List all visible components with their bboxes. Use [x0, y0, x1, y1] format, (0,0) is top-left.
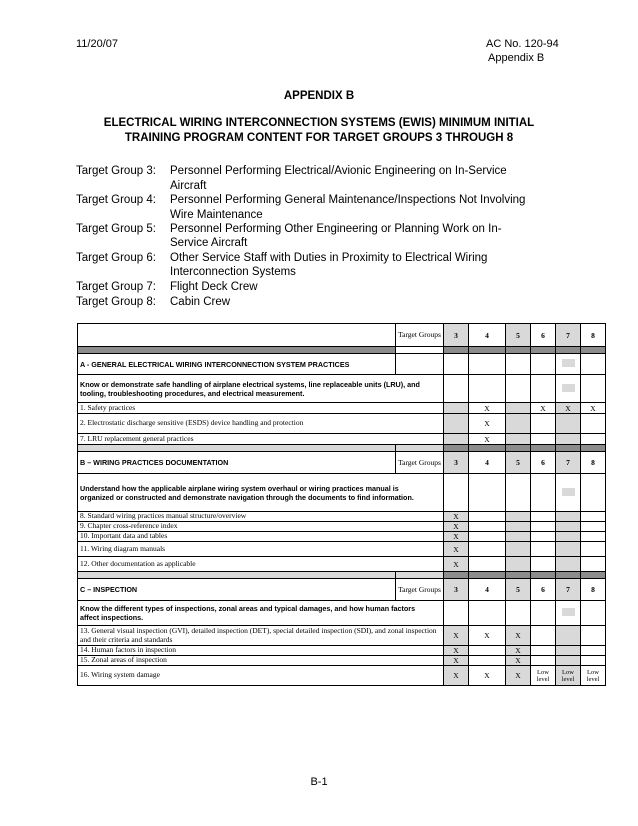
item-label: 14. Human factors in inspection [78, 646, 444, 656]
table-row [78, 522, 606, 532]
mark-cell [556, 532, 581, 542]
mark-cell: X [506, 656, 531, 666]
group-header-3: 3 [444, 452, 469, 474]
item-label: 9. Chapter cross-reference index [78, 522, 444, 532]
target-group-description: Other Service Staff with Duties in Proximity to Electrical Wiring [170, 252, 488, 264]
target-group-label: Target Group 3: [76, 165, 156, 177]
table-header-row [78, 324, 606, 347]
group-header-7: 7 [556, 452, 581, 474]
mark-cell [531, 557, 556, 572]
mark-cell [581, 522, 606, 532]
target-group-label: Target Group 5: [76, 223, 156, 235]
mark-cell [556, 626, 581, 646]
group-header-5: 5 [506, 324, 531, 347]
mark-cell [444, 414, 469, 434]
mark-cell [469, 532, 506, 542]
table-row [78, 656, 606, 666]
mark-cell: X [506, 646, 531, 656]
section-objective [78, 601, 444, 626]
group-header-5: 5 [506, 452, 531, 474]
section-title: C – INSPECTION [78, 579, 396, 601]
mark-cell [581, 532, 606, 542]
section-title: B – WIRING PRACTICES DOCUMENTATION [78, 452, 396, 474]
mark-cell: X [444, 557, 469, 572]
mark-cell [581, 626, 606, 646]
mark-cell: Low level [581, 666, 606, 686]
mark-cell [506, 403, 531, 414]
mark-cell: X [469, 666, 506, 686]
mark-cell [531, 656, 556, 666]
group-header-3: 3 [444, 579, 469, 601]
table-row [78, 557, 606, 572]
table-row [78, 666, 606, 686]
training-content-table [77, 323, 606, 686]
header-ac-number: AC No. 120-94 [486, 38, 559, 50]
item-label: 11. Wiring diagram manuals [78, 542, 444, 557]
mark-cell [469, 512, 506, 522]
header-date: 11/20/07 [76, 38, 119, 50]
mark-cell [556, 522, 581, 532]
mark-cell [506, 512, 531, 522]
target-group-description: Personnel Performing General Maintenance/Inspections Not Involving [170, 194, 526, 206]
group-header-8: 8 [581, 452, 606, 474]
group-header-6: 6 [531, 452, 556, 474]
section-a-objective-row [78, 375, 606, 403]
document-title-line2: TRAINING PROGRAM CONTENT FOR TARGET GROUPS 3 THROUGH 8 [124, 132, 514, 144]
mark-cell: X [469, 626, 506, 646]
mark-cell: X [506, 626, 531, 646]
target-group-description: Personnel Performing Other Engineering or Planning Work on In- [170, 223, 502, 235]
mark-cell [581, 646, 606, 656]
mark-cell [531, 542, 556, 557]
mark-cell [531, 512, 556, 522]
target-groups-header: Target Groups [396, 324, 444, 347]
mark-cell: Low level [531, 666, 556, 686]
target-group-8 [76, 295, 230, 309]
mark-cell: X [469, 403, 506, 414]
target-group-description-cont: Interconnection Systems [170, 266, 296, 278]
mark-cell: X [444, 522, 469, 532]
mark-cell [531, 414, 556, 434]
group-header-5: 5 [506, 579, 531, 601]
mark-cell [506, 542, 531, 557]
target-group-label: Target Group 6: [76, 252, 156, 264]
table-separator [78, 572, 606, 579]
group-header-8: 8 [581, 324, 606, 347]
item-label: 13. General visual inspection (GVI), detailed inspection (DET), special detailed inspection (SDI), and zonal inspection and their criteria and standards [78, 626, 444, 646]
mark-cell [506, 522, 531, 532]
target-group-label: Target Group 4: [76, 194, 156, 206]
item-label: 16. Wiring system damage [78, 666, 444, 686]
mark-cell: X [444, 646, 469, 656]
mark-cell [444, 434, 469, 445]
target-group-description-cont: Wire Maintenance [170, 209, 263, 221]
mark-cell: Low level [556, 666, 581, 686]
item-label: 10. Important data and tables [78, 532, 444, 542]
group-header-3: 3 [444, 324, 469, 347]
page-number: B-1 [310, 776, 328, 788]
mark-cell: X [556, 403, 581, 414]
group-header-7: 7 [556, 324, 581, 347]
mark-cell: X [444, 532, 469, 542]
mark-cell: X [581, 403, 606, 414]
mark-cell [581, 512, 606, 522]
target-group-description: Cabin Crew [170, 296, 231, 308]
item-label: 8. Standard wiring practices manual structure/overview [78, 512, 444, 522]
mark-cell [469, 646, 506, 656]
table-row [78, 646, 606, 656]
mark-cell [581, 557, 606, 572]
mark-cell [556, 646, 581, 656]
mark-cell [556, 542, 581, 557]
item-label: 12. Other documentation as applicable [78, 557, 444, 572]
mark-cell: X [531, 403, 556, 414]
table-separator [78, 347, 606, 354]
mark-cell: X [444, 626, 469, 646]
mark-cell [531, 532, 556, 542]
mark-cell [556, 434, 581, 445]
mark-cell [506, 532, 531, 542]
mark-cell [506, 414, 531, 434]
mark-cell [581, 414, 606, 434]
group-header-6: 6 [531, 579, 556, 601]
target-group-7 [76, 280, 258, 294]
mark-cell: X [444, 656, 469, 666]
mark-cell [581, 434, 606, 445]
table-row [78, 626, 606, 646]
mark-cell: X [469, 434, 506, 445]
mark-cell [581, 542, 606, 557]
target-group-3 [76, 164, 507, 178]
mark-cell: X [469, 414, 506, 434]
table-row [78, 532, 606, 542]
mark-cell [469, 542, 506, 557]
section-objective-text: Know the different types of inspections, zonal areas and typical damages, and how human factors affect inspections. [80, 604, 416, 622]
mark-cell [556, 512, 581, 522]
target-group-5 [76, 222, 502, 236]
mark-cell [506, 557, 531, 572]
mark-cell [469, 557, 506, 572]
section-objective-text: Understand how the applicable airplane wiring system overhaul or wiring practices manual is organized or constructed and demonstrate navigation through the documents to find information. [80, 483, 414, 502]
header-appendix: Appendix B [488, 52, 545, 64]
mark-cell: X [444, 512, 469, 522]
target-group-description: Personnel Performing Electrical/Avionic Engineering on In-Service [170, 165, 507, 177]
group-header-4: 4 [469, 579, 506, 601]
mark-cell [506, 434, 531, 445]
target-groups-header: Target Groups [396, 452, 444, 474]
mark-cell [556, 557, 581, 572]
target-group-description: Flight Deck Crew [170, 281, 258, 293]
mark-cell: X [506, 666, 531, 686]
mark-cell [531, 434, 556, 445]
group-header-4: 4 [469, 452, 506, 474]
table-row [78, 414, 606, 434]
target-group-label: Target Group 8: [76, 296, 156, 308]
section-b-title-row [78, 452, 606, 474]
item-label [78, 414, 444, 434]
target-group-description-cont: Aircraft [170, 180, 207, 192]
item-label: 1. Safety practices [78, 403, 444, 414]
document-title-line1: ELECTRICAL WIRING INTERCONNECTION SYSTEMS (EWIS) MINIMUM INITIAL [103, 117, 535, 129]
mark-cell [556, 414, 581, 434]
mark-cell [581, 656, 606, 666]
section-title: A - GENERAL ELECTRICAL WIRING INTERCONNECTION SYSTEM PRACTICES [78, 354, 396, 375]
table-row [78, 512, 606, 522]
target-group-4 [76, 193, 525, 207]
mark-cell: X [444, 666, 469, 686]
group-header-8: 8 [581, 579, 606, 601]
appendix-title: APPENDIX B [283, 90, 355, 102]
table-row [78, 434, 606, 445]
target-groups-header: Target Groups [396, 579, 444, 601]
group-header-4: 4 [469, 324, 506, 347]
mark-cell [531, 626, 556, 646]
target-group-description-cont: Service Aircraft [170, 237, 248, 249]
mark-cell [469, 522, 506, 532]
group-header-7: 7 [556, 579, 581, 601]
mark-cell [531, 646, 556, 656]
item-label-text: 2. Electrostatic discharge sensitive (ESDS) device handling and protection [80, 418, 304, 428]
section-a-title-row [78, 354, 606, 375]
table-row [78, 542, 606, 557]
table-separator [78, 445, 606, 452]
section-c-title-row [78, 579, 606, 601]
item-label: 15. Zonal areas of inspection [78, 656, 444, 666]
section-b-objective-row [78, 474, 606, 512]
mark-cell: X [444, 542, 469, 557]
item-label: 7. LRU replacement general practices [78, 434, 444, 445]
table-row [78, 403, 606, 414]
section-objective: Know or demonstrate safe handling of airplane electrical systems, line replaceable units (LRU), and tooling, troubleshooting procedures, and electrical measurement. [78, 375, 444, 403]
mark-cell [469, 656, 506, 666]
mark-cell [556, 656, 581, 666]
header-blank-cell [78, 324, 396, 347]
group-header-6: 6 [531, 324, 556, 347]
mark-cell [531, 522, 556, 532]
section-objective [78, 474, 444, 512]
target-group-label: Target Group 7: [76, 281, 156, 293]
target-group-6 [76, 251, 487, 265]
section-c-objective-row [78, 601, 606, 626]
mark-cell [444, 403, 469, 414]
